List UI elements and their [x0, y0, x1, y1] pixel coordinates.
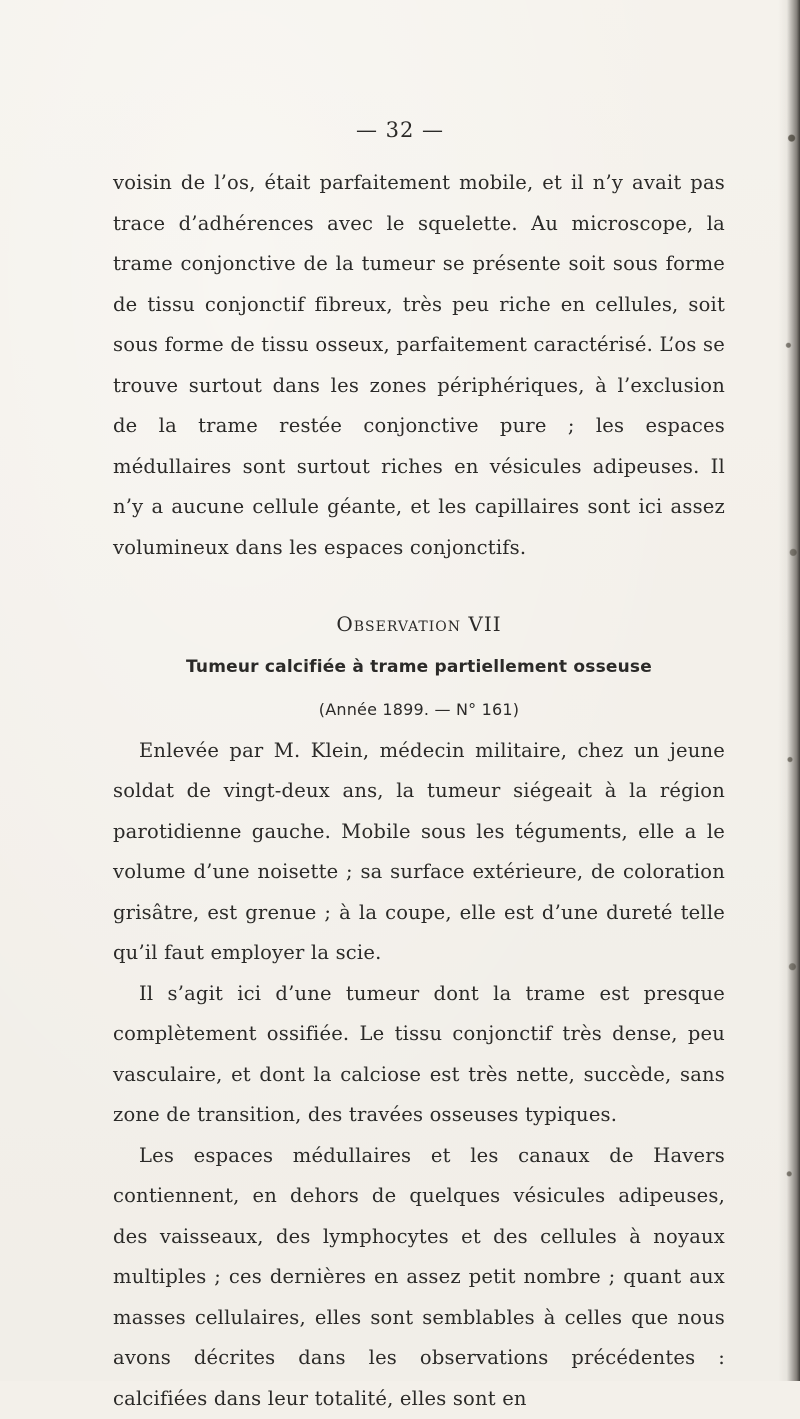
- observation-subtitle: Tumeur calcifiée à trame partiellement osseuse: [113, 645, 725, 689]
- paragraph-3: Les espaces médullaires et les canaux de Havers contiennent, en dehors de quelques vésicules adipeuses, des vaisseaux, des lymphocytes et des cellules à noyaux multiples ; ces dernières en assez petit nombre ; quant aux masses cellulaires, elles sont semblables à celles que nous avons décrites dans les observations précédentes : calcifiées dans leur totalité, elles sont en: [113, 1136, 725, 1419]
- observation-date: (Année 1899. — N° 161): [113, 689, 725, 731]
- paragraph-continuation: voisin de l’os, était parfaitement mobile, et il n’y avait pas trace d’adhérences avec le squelette. Au microscope, la trame conjonctive de la tumeur se présente soit sous forme de tissu conjonctif fibreux, très peu riche en cellules, soit sous forme de tissu osseux, parfaitement caractérisé. L’os se trouve surtout dans les zones périphériques, à l’exclusion de la trame restée conjonctive pure ; les espaces médullaires sont surtout riches en vésicules adipeuses. Il n’y a aucune cellule géante, et les capillaires sont ici assez volumineux dans les espaces conjonctifs.: [113, 163, 725, 568]
- page-number: — 32 —: [0, 118, 800, 142]
- page-body: [113, 163, 725, 1419]
- paragraph-1: Enlevée par M. Klein, médecin militaire, chez un jeune soldat de vingt-deux ans, la tumeur siégeait à la région parotidienne gauche. Mobile sous les téguments, elle a le volume d’une noisette ; sa surface extérieure, de coloration grisâtre, est grenue ; à la coupe, elle est d’une dureté telle qu’il faut employer la scie.: [113, 731, 725, 974]
- observation-title: Observation VII: [113, 604, 725, 645]
- page-edge-stains: [782, 0, 798, 1381]
- paragraph-2: Il s’agit ici d’une tumeur dont la trame est presque complètement ossifiée. Le tissu conjonctif très dense, peu vasculaire, et dont la calciose est très nette, succède, sans zone de transition, des travées osseuses typiques.: [113, 974, 725, 1136]
